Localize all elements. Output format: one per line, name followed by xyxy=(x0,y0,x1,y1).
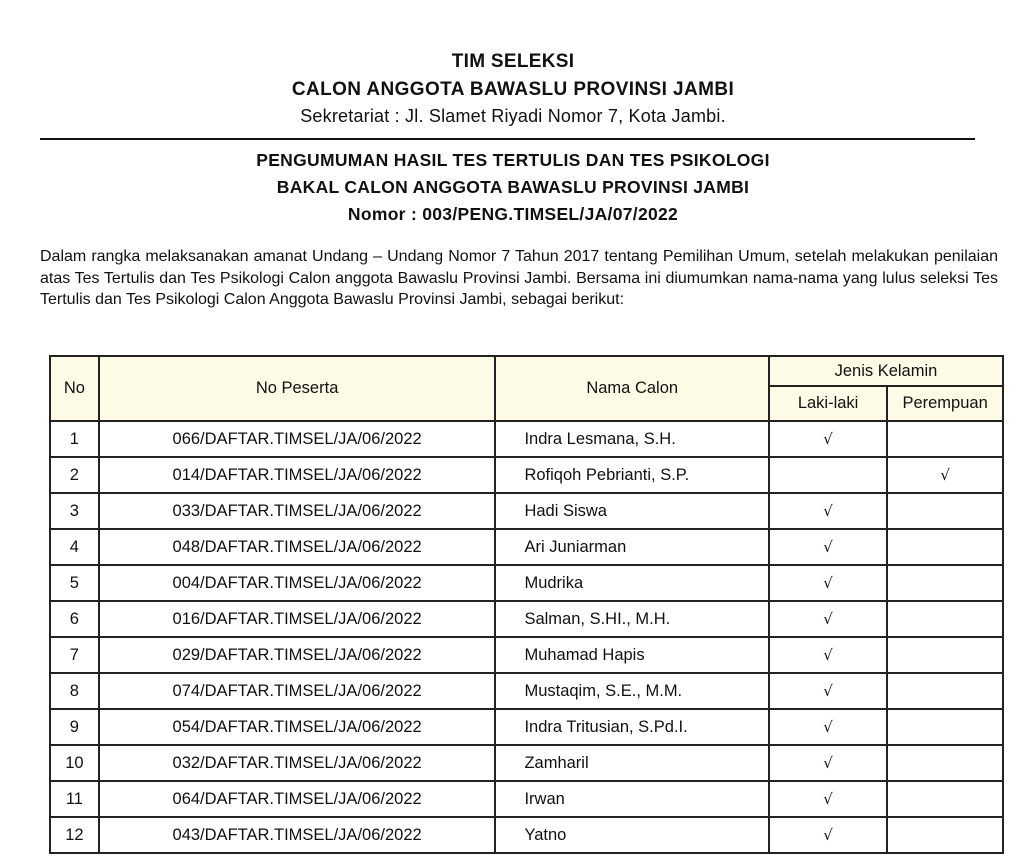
table-row xyxy=(50,709,1003,745)
row-number: 5 xyxy=(50,565,99,601)
check-mark-icon: √ xyxy=(823,789,833,808)
check-mark-icon: √ xyxy=(823,609,833,628)
female-cell xyxy=(887,421,1003,457)
male-cell xyxy=(769,493,887,529)
row-number: 12 xyxy=(50,817,99,853)
table-row xyxy=(50,745,1003,781)
candidate-name xyxy=(495,601,769,637)
male-cell xyxy=(769,601,887,637)
header-perempuan: Perempuan xyxy=(887,386,1003,421)
table-row xyxy=(50,817,1003,853)
male-cell xyxy=(769,637,887,673)
results-table xyxy=(49,355,1004,854)
candidate-name-text: Mustaqim, S.E., M.M. xyxy=(524,681,683,700)
male-cell xyxy=(769,529,887,565)
candidate-name xyxy=(495,709,769,745)
row-number: 6 xyxy=(50,601,99,637)
check-mark-icon: √ xyxy=(823,645,833,664)
candidate-name xyxy=(495,529,769,565)
candidate-name-text: Hadi Siswa xyxy=(524,501,607,520)
participant-number: 043/DAFTAR.TIMSEL/JA/06/2022 xyxy=(99,817,496,853)
candidate-name xyxy=(495,781,769,817)
participant-number: 064/DAFTAR.TIMSEL/JA/06/2022 xyxy=(99,781,496,817)
check-mark-icon: √ xyxy=(823,573,833,592)
candidate-name-text: Ari Juniarman xyxy=(524,537,627,556)
candidate-name-text: Mudrika xyxy=(524,573,584,592)
participant-number: 033/DAFTAR.TIMSEL/JA/06/2022 xyxy=(99,493,496,529)
female-cell xyxy=(887,457,1003,493)
announcement-number: Nomor : 003/PENG.TIMSEL/JA/07/2022 xyxy=(347,204,679,224)
header-laki-laki: Laki-laki xyxy=(769,386,887,421)
table-row xyxy=(50,673,1003,709)
participant-number: 016/DAFTAR.TIMSEL/JA/06/2022 xyxy=(99,601,496,637)
male-cell xyxy=(769,709,887,745)
row-number: 7 xyxy=(50,637,99,673)
row-number: 8 xyxy=(50,673,99,709)
table-row xyxy=(50,601,1003,637)
candidate-name xyxy=(495,637,769,673)
check-mark-icon: √ xyxy=(823,501,833,520)
table-row xyxy=(50,565,1003,601)
candidate-name-text: Rofiqoh Pebrianti, S.P. xyxy=(524,465,690,484)
row-number: 1 xyxy=(50,421,99,457)
female-cell xyxy=(887,745,1003,781)
female-cell xyxy=(887,709,1003,745)
table-row xyxy=(50,781,1003,817)
candidate-name-text: Muhamad Hapis xyxy=(524,645,645,664)
announcement-subtitle: BAKAL CALON ANGGOTA BAWASLU PROVINSI JAMBI xyxy=(276,177,750,197)
participant-number: 054/DAFTAR.TIMSEL/JA/06/2022 xyxy=(99,709,496,745)
check-mark-icon: √ xyxy=(823,537,833,556)
female-cell xyxy=(887,637,1003,673)
table-row xyxy=(50,637,1003,673)
row-number: 4 xyxy=(50,529,99,565)
candidate-name xyxy=(495,457,769,493)
header-no: No xyxy=(50,356,99,421)
committee-title: TIM SELEKSI xyxy=(451,51,575,72)
intro-paragraph: Dalam rangka melaksanakan amanat Undang – Undang Nomor 7 Tahun 2017 tentang Pemilihan Umum, setelah melakukan penilaian atas Tes Tertulis dan Tes Psikologi Calon anggota Bawaslu Provinsi Jambi. Bersama ini diumumkan nama-nama yang lulus seleksi Tes Tertulis dan Tes Psikologi Calon Anggota Bawaslu Provinsi Jambi, sebagai berikut: xyxy=(40,248,998,308)
row-number: 3 xyxy=(50,493,99,529)
row-number: 11 xyxy=(50,781,99,817)
table-row xyxy=(50,493,1003,529)
candidate-name xyxy=(495,817,769,853)
header-jenis-kelamin: Jenis Kelamin xyxy=(769,356,1003,386)
participant-number: 074/DAFTAR.TIMSEL/JA/06/2022 xyxy=(99,673,496,709)
participant-number: 014/DAFTAR.TIMSEL/JA/06/2022 xyxy=(99,457,496,493)
check-mark-icon: √ xyxy=(823,429,833,448)
check-mark-icon: √ xyxy=(823,717,833,736)
male-cell xyxy=(769,817,887,853)
female-cell xyxy=(887,817,1003,853)
participant-number: 066/DAFTAR.TIMSEL/JA/06/2022 xyxy=(99,421,496,457)
male-cell xyxy=(769,457,887,493)
male-cell xyxy=(769,745,887,781)
row-number: 10 xyxy=(50,745,99,781)
male-cell xyxy=(769,781,887,817)
check-mark-icon: √ xyxy=(823,825,833,844)
male-cell xyxy=(769,673,887,709)
male-cell xyxy=(769,421,887,457)
table-row xyxy=(50,457,1003,493)
female-cell xyxy=(887,673,1003,709)
secretariat-address: Sekretariat : Jl. Slamet Riyadi Nomor 7, Kota Jambi. xyxy=(300,106,726,126)
candidate-name-text: Zamharil xyxy=(524,753,589,772)
female-cell xyxy=(887,781,1003,817)
participant-number: 032/DAFTAR.TIMSEL/JA/06/2022 xyxy=(99,745,496,781)
header-nama-calon: Nama Calon xyxy=(495,356,769,421)
female-cell xyxy=(887,493,1003,529)
female-cell xyxy=(887,529,1003,565)
check-mark-icon: √ xyxy=(823,753,833,772)
table-row xyxy=(50,421,1003,457)
candidate-name xyxy=(495,421,769,457)
candidate-name xyxy=(495,673,769,709)
check-mark-icon: √ xyxy=(940,465,950,484)
candidate-name-text: Indra Tritusian, S.Pd.I. xyxy=(524,717,688,736)
candidate-name xyxy=(495,745,769,781)
participant-number: 029/DAFTAR.TIMSEL/JA/06/2022 xyxy=(99,637,496,673)
header-divider xyxy=(40,138,975,140)
candidate-name-text: Yatno xyxy=(524,825,567,844)
candidate-name xyxy=(495,565,769,601)
candidate-name-text: Irwan xyxy=(524,789,565,808)
candidate-name-text: Salman, S.HI., M.H. xyxy=(524,609,671,628)
participant-number: 004/DAFTAR.TIMSEL/JA/06/2022 xyxy=(99,565,496,601)
female-cell xyxy=(887,601,1003,637)
row-number: 9 xyxy=(50,709,99,745)
participant-number: 048/DAFTAR.TIMSEL/JA/06/2022 xyxy=(99,529,496,565)
announcement-title: PENGUMUMAN HASIL TES TERTULIS DAN TES PSIKOLOGI xyxy=(256,150,770,170)
check-mark-icon: √ xyxy=(823,681,833,700)
candidate-name-text: Indra Lesmana, S.H. xyxy=(524,429,676,448)
candidate-name xyxy=(495,493,769,529)
committee-subtitle: CALON ANGGOTA BAWASLU PROVINSI JAMBI xyxy=(291,79,735,100)
row-number: 2 xyxy=(50,457,99,493)
header-no-peserta: No Peserta xyxy=(99,356,496,421)
table-row xyxy=(50,529,1003,565)
female-cell xyxy=(887,565,1003,601)
male-cell xyxy=(769,565,887,601)
